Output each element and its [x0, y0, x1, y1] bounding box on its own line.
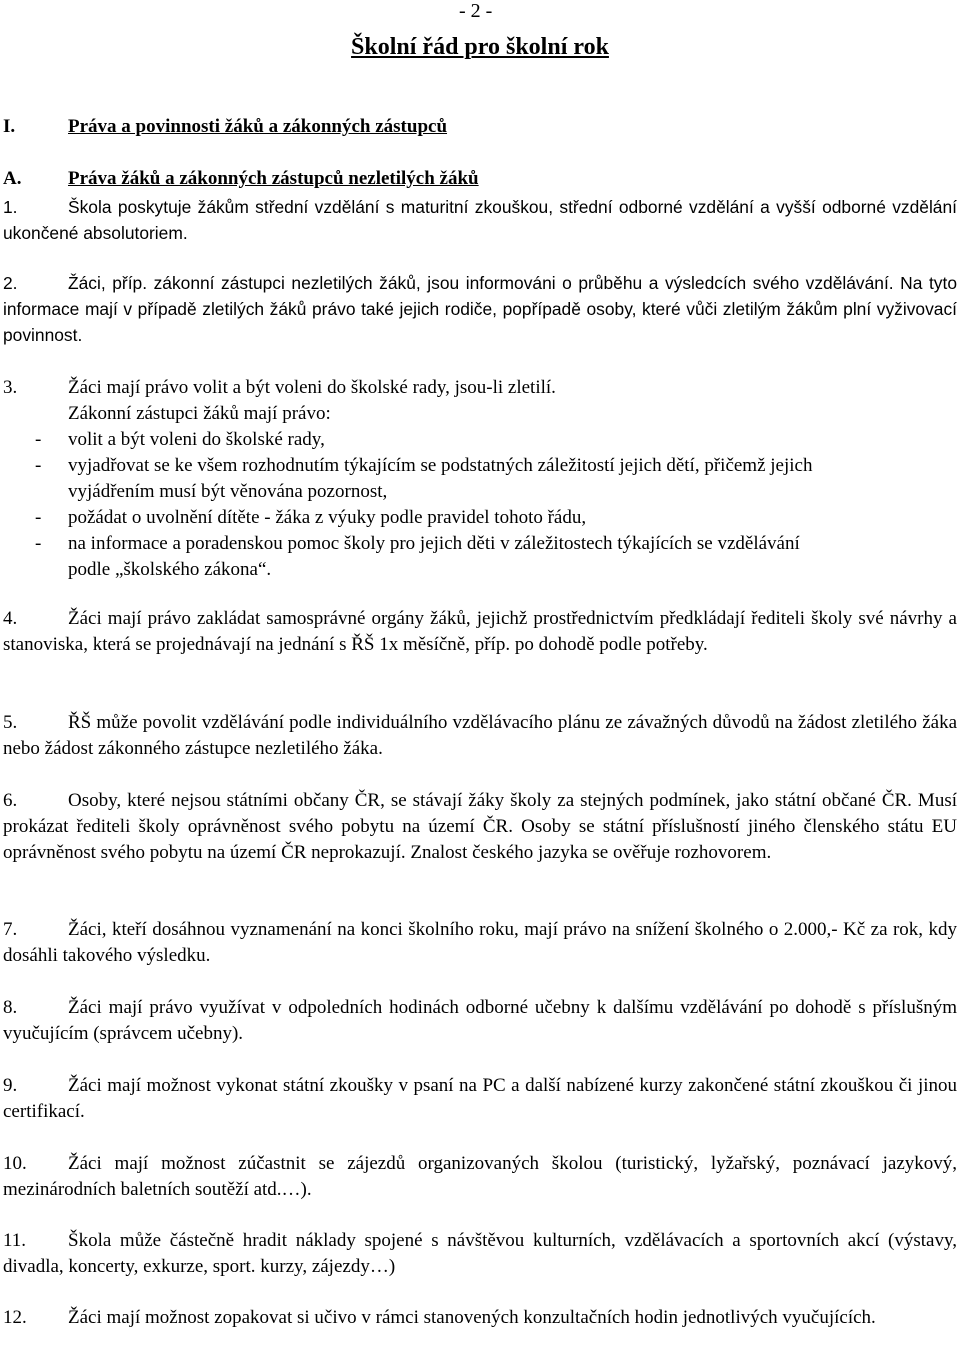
- paragraph-3-intro: Zákonní zástupci žáků mají právo:: [68, 403, 331, 424]
- list-item-text: podle „školského zákona“.: [68, 559, 272, 580]
- page-number: - 2 -: [459, 0, 493, 22]
- paragraph-number: 4.: [3, 608, 18, 629]
- paragraph-number: 10.: [3, 1153, 27, 1174]
- paragraph-5: [3, 710, 957, 762]
- paragraph-text: ŘŠ může povolit vzdělávání podle individuálního vzdělávacího plánu ze závažných důvodů na žádost zletilého žáka nebo žádost zákonného zástupce nezletilého žáka.: [3, 712, 957, 759]
- list-item: [3, 427, 957, 453]
- paragraph-text: Žáci mají právo volit a být voleni do školské rady, jsou-li zletilí.: [68, 377, 556, 398]
- paragraph-number: 12.: [3, 1307, 27, 1328]
- paragraph-text: Žáci, příp. zákonní zástupci nezletilých žáků, jsou informováni o průběhu a výsledcích svého vzdělávání. Na tyto informace mají v případě zletilých žáků právo také jejich rodiče, popřípadě osoby, které vůči zletilým žákům plní vyživovací povinnost.: [3, 273, 957, 345]
- paragraph-12: [3, 1305, 957, 1331]
- paragraph-10: [3, 1151, 957, 1203]
- paragraph-number: 9.: [3, 1075, 18, 1096]
- paragraph-text: Žáci mají možnost vykonat státní zkoušky v psaní na PC a další nabízené kurzy zakončené státní zkouškou či jinou certifikací.: [3, 1075, 957, 1122]
- list-item: [3, 453, 957, 479]
- paragraph-2: [3, 270, 957, 348]
- paragraph-text: Žáci mají možnost zopakovat si učivo v rámci stanovených konzultačních hodin jednotlivých vyučujících.: [68, 1307, 876, 1328]
- paragraph-number: 8.: [3, 997, 18, 1018]
- paragraph-text: Osoby, které nejsou státními občany ČR, se stávají žáky školy za stejných podmínek, jako státní občané ČR. Musí prokázat řediteli školy oprávněnost svého pobytu na území ČR. Osoby se státní příslušností jiného členského státu EU oprávněnost svého pobytu na území ČR neprokazují. Znalost českého jazyka se ověřuje rozhovorem.: [3, 790, 957, 863]
- document-title: Školní řád pro školní rok: [351, 34, 609, 60]
- list-item-text: vyjadřovat se ke všem rozhodnutím týkajícím se podstatných záležitostí jejich dětí, přičemž jejich: [68, 455, 813, 476]
- paragraph-11: [3, 1228, 957, 1280]
- list-dash: -: [35, 507, 42, 528]
- section-number: I.: [3, 116, 16, 137]
- paragraph-number: 7.: [3, 919, 18, 940]
- paragraph-number: 6.: [3, 790, 18, 811]
- list-item-text: na informace a poradenskou pomoc školy pro jejich děti v záležitostech týkajících se vzdělávání: [68, 533, 800, 554]
- list-dash: -: [35, 429, 42, 450]
- list-item: [3, 531, 957, 557]
- paragraph-8: [3, 995, 957, 1047]
- list-item-text: volit a být voleni do školské rady,: [68, 429, 325, 450]
- list-dash: -: [35, 455, 42, 476]
- paragraph-number: 1.: [3, 197, 18, 217]
- list-item-text: požádat o uvolnění dítěte - žáka z výuky podle pravidel tohoto řádu,: [68, 507, 587, 528]
- paragraph-4: [3, 606, 957, 658]
- paragraph-text: Žáci mají právo zakládat samosprávné orgány žáků, jejichž prostřednictvím předkládají řediteli školy své návrhy a stanoviska, která se projednávají na jednání s ŘŠ 1x měsíčně, příp. po dohodě podle potřeby.: [3, 608, 957, 655]
- paragraph-number: 5.: [3, 712, 18, 733]
- paragraph-text: Škola poskytuje žákům střední vzdělání s maturitní zkouškou, střední odborné vzdělání a vyšší odborné vzdělání ukončené absolutoriem.: [3, 197, 957, 243]
- list-item-continuation: [3, 557, 957, 583]
- paragraph-text: Škola může částečně hradit náklady spojené s návštěvou kulturních, vzdělávacích a sportovních akcí (výstavy, divadla, koncerty, exkurze, sport. kurzy, zájezdy…): [3, 1230, 957, 1277]
- paragraph-9: [3, 1073, 957, 1125]
- paragraph-1: [3, 194, 957, 246]
- paragraph-number: 3.: [3, 377, 18, 398]
- section-number: A.: [3, 168, 22, 189]
- section-heading-a: [3, 168, 479, 190]
- list-item-text: vyjádřením musí být věnována pozornost,: [68, 481, 388, 502]
- section-heading-i: [3, 116, 447, 138]
- list-item: [3, 505, 957, 531]
- paragraph-number: 2.: [3, 273, 18, 293]
- paragraph-number: 11.: [3, 1230, 27, 1251]
- paragraph-text: Žáci mají možnost zúčastnit se zájezdů organizovaných školou (turistický, lyžařský, poznávací jazykový, mezinárodních baletních soutěží atd.…).: [3, 1153, 957, 1200]
- section-title: Práva a povinnosti žáků a zákonných zástupců: [68, 116, 448, 137]
- list-item-continuation: [3, 479, 957, 505]
- paragraph-text: Žáci, kteří dosáhnou vyznamenání na konci školního roku, mají právo na snížení školného o 2.000,- Kč za rok, kdy dosáhli takového výsledku.: [3, 919, 957, 966]
- section-title: Práva žáků a zákonných zástupců nezletilých žáků: [68, 168, 479, 189]
- paragraph-text: Žáci mají právo využívat v odpoledních hodinách odborné učebny k dalšímu vzdělávání po dohodě s příslušným vyučujícím (správcem učebny).: [3, 997, 957, 1044]
- paragraph-6: [3, 788, 957, 866]
- list-dash: -: [35, 533, 42, 554]
- paragraph-3: [3, 375, 957, 401]
- paragraph-7: [3, 917, 957, 969]
